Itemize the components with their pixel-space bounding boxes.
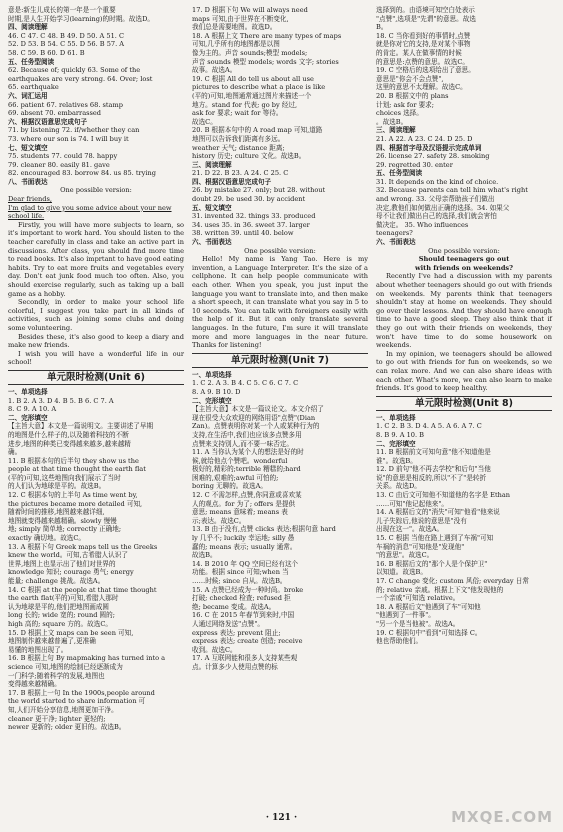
section-heading: 五、任务型阅读 [8,57,55,66]
answer-line: 46. C 47. C 48. B 49. D 50. A 51. C [8,31,125,40]
answer-line: 31. invented 32. things 33. produced [192,212,316,221]
answer-line: ly 几乎不; luckily 幸运地; silly 愚 [192,534,295,543]
answer-line: 时期,是人生开始学习(learning)的时期。故选D。 [8,14,154,23]
answer-line: 以知道。故选B。 [376,568,428,577]
section-heading: 一、单项选择 [8,387,48,396]
answer-line: 【主旨大意】本文是一篇说明文。主要讲述了早期 [8,422,154,431]
section-heading: 四、阅读理解 [8,23,48,32]
answer-line: B。 [376,23,388,32]
answer-line: 73. where our son is 74. I will buy it [8,134,129,143]
answer-line: 17. B 根据上一句 In the 1900s,people around [8,688,155,697]
answer-line: 14. C 根据 at the people at that time thought [8,585,157,594]
answer-line: 一个亲戚"可知选 relative。 [376,594,460,603]
answer-line: 示;表达。故选C。 [192,516,246,525]
answer-line: 地方。stand for 代表; go by 经过, [192,100,298,109]
answer-line: 儿子失踪后,他说的意思是"没有 [376,516,467,525]
answer-line: 26. license 27. safety 28. smoking [376,152,490,161]
answer-line: 13. B 由于没有,点赞 clicks 表达;根据句意 hard [192,525,336,534]
section-heading: 二、完形填空 [8,413,48,422]
watermark-text: MXQE.COM [451,808,553,826]
answer-line: earthquakes are very strong. 64. Over; lost [8,74,153,83]
answer-line: 12. C 根据本句的上半句 As time went by, [8,491,138,500]
answer-line: knew the world。可知,古希腊人认识了 [8,551,128,560]
version-label: One possible version: [428,246,500,255]
essay-title: with friends on weekends? [414,263,514,272]
answer-line: 15. A 点赞已经成为一种时尚。broke [192,585,304,594]
answer-line: 说"的意思是相反的,所以"不了"是转折 [376,473,487,482]
answer-line: 【主旨大意】本文是一篇议论文。本文介绍了 [192,405,324,414]
answer-line: 现在很受大众欢迎的网络用语"点赞"(Dian [192,413,316,422]
answer-line: 65. earthquake [8,83,59,92]
answer-line: 故选C。 [192,117,217,126]
answer-line: 人通过网络发送"点赞"。 [192,619,265,628]
section-heading: 二、完形填空 [192,396,232,405]
answer-line: 做决定。 35. Who influences [376,220,469,229]
answer-line: 66. patient 67. relatives 68. stamp [8,100,123,109]
answer-line: express 表达; create 创造; receive [192,637,303,646]
essay-paragraph: Hello! My name is Yang Tao. Here is my invention, a Language Interpreter. It's the size of a cellphone. It can help people communicate with each other. When you speak, you just input the language you want to translate into, and then make a short speech, it can translate what you say in 5 to 10 seconds. You can talk with foreigners easily with the help of it. But it can only translate several languages. In the future, I'm sure it will translate more and more languages in the near future. Thanks for listening! [192,255,368,350]
answer-line: 79. cleaner 80. easily 81. gave [8,160,110,169]
answer-line: 计划; ask for 要求; [376,100,434,109]
answer-line: 17. D 根据下句 We will always need [192,6,308,14]
answer-line: 点赞来支持别人,而不要一味否定。 [192,439,294,448]
section-heading: 五、短文填空 [192,203,232,212]
answer-line: 15. D 根据上文 maps can be seen 可知, [8,628,134,637]
answer-line: 21. A 22. A 23. C 24. D 25. D [376,134,473,143]
answer-line: 14. A 根据后文的"消失"可知"他看"他来说 [376,508,500,517]
answer-line: 蠢的; means 表示; usually 通常。 [192,542,297,551]
answer-line: 12. D 前句"他不再去学校"和后句"当他 [376,465,491,474]
answer-line: 人的观点。for 为了; offers 是提供 [192,499,296,508]
answer-line: 变得越来越精确。 [8,680,61,689]
section-heading: 四、根据首字母及汉语提示完成单词 [376,143,482,152]
answer-line: 20. B 根据本句中的 A road map 可知,道路 [192,126,323,135]
essay-title: Should teenagers go out [418,255,510,264]
section-heading: 六、根据汉语意思完成句子 [8,117,88,126]
answer-line: 可知,几乎所有的地图都是以图 [192,40,280,49]
answer-line: 故选B。 [192,551,217,560]
answer-line: "点赞",选项是"先谓"的意思。故选 [376,14,476,23]
section-heading: 二、完形填空 [376,439,416,448]
answer-line: 支持,在生活中,我们也应该多点赞多用 [192,430,302,439]
answer-line: doubt 29. be used 30. by accident [192,195,306,204]
answer-line: 谁"。故选B。 [376,456,417,465]
answer-line: 声音 sounds 模型 models; words 文字; stories [192,57,339,66]
answer-line: 像为主的。声音 sounds;模型 models; [192,48,308,57]
answer-line: 31. It depends on the kind of choice. [376,177,499,186]
answer-line: science 可知,地图的绘制已经逐渐成为 [8,662,123,671]
section-heading: 五、任务型阅读 [376,169,423,178]
answer-line: "的意思"。故选C。 [376,551,434,560]
answer-line: 8. B 9. A 10. B [376,430,425,439]
answer-line: 地图制作越来越普遍了,更准确 [8,637,96,646]
answer-line: 困难的,艰难的;awful 可怕的; [192,473,279,482]
answer-line: 15. C 根据 当他在路上遇到了车祸"可知 [376,534,494,543]
answer-line: 世界,地图上也显示出了他们对世界的 [8,559,116,568]
answer-line: 一门科学;随着科学的发展,地图也 [8,671,105,680]
answer-line: (平的)可知,地图通常通过图片来描述一个 [192,91,312,100]
answer-line: pictures to describe what a place is like [192,83,326,92]
answer-line: (平的)可知,这些地图向我们展示了当时 [8,473,121,482]
answer-line: history 历史; culture 文化。故选B。 [192,152,306,161]
answer-line: 82. encouraged 83. borrow 84. us 85. trying [8,169,156,178]
section-heading: 三、阅读理解 [192,160,232,169]
section-heading: 一、单项选择 [376,413,416,422]
answer-line: 18. A 根据上文 There are many types of maps [192,31,342,40]
answer-line: 13. A 根据下句 Greek maps tell us the Greeks [8,542,158,551]
version-label: One possible version: [244,246,316,255]
answer-line: 14. B 2010 年 QQ 空间已经有这个 [192,559,299,568]
answer-line: people at that time thought the earth flat [8,465,146,474]
section-heading: 一、单项选择 [192,370,232,379]
answer-line: 关系。故选D。 [376,482,421,491]
answer-line: 13. C 由后文可知他不知道他的名字是 Ethan [376,491,511,500]
unit-title: 单元限时检测(Unit 7) [192,353,368,368]
answer-line: the pictures became more detailed 可知, [8,499,143,508]
answer-line: 的人们认为地球是平的。故选B。 [8,482,106,491]
answer-line: 意是:新生儿成长的第一年是一个重要 [8,6,116,14]
answer-line: 功能。根据 since 可知;when 当 [192,568,289,577]
answer-line: the world started to share information 可 [8,697,146,706]
answer-line: 点。计算多少人使用点赞的标 [192,662,278,671]
answer-line: 11. A 当你认为某个人的想法是好的时 [192,448,304,457]
answer-line: 。故选B。 [376,117,408,126]
unit-title: 单元限时检测(Unit 8) [376,396,552,411]
answer-line: 地图可以告诉我们距离有多远。 [192,134,285,143]
section-heading: 四、根据汉语意思完成句子 [192,177,272,186]
answer-line: 确。 [8,448,22,457]
answer-line: cleaner 更干净; lighter 更轻的; [8,714,106,723]
answer-line: 19. C 根据 All do tell us about all use [192,74,314,83]
answer-line: 就是你对它的支持,是对某个事物 [376,40,471,49]
answer-line: ……时候; since 自从。故选B。 [192,577,287,585]
answer-line: 58. C 59. B 60. D 61. B [8,48,85,57]
answer-line: 极好的,精彩的;terrible 糟糕的;hard [192,465,301,474]
answer-line: 1. C 2. B 3. D 4. A 5. A 6. A 7. C [376,422,482,431]
essay-paragraph: I wish you will have a wonderful life in our school! [8,349,184,367]
answer-line: 这里的意思不太理解。故选C。 [376,83,467,92]
answer-line: 他也帮助他们。 [376,637,423,646]
answer-line: 34. uses 35. in 36. sweet 37. larger [192,220,310,229]
answer-line: 18. C 当你看到好的事情时,点赞 [376,31,471,40]
answer-line: 20. B 根据文中的 plans [376,91,449,100]
answer-key-page [8,6,556,816]
unit-title: 单元限时检测(Unit 6) [8,370,184,385]
essay-paragraph: Recently I've had a discussion with my parents about whether teenagers should go out with friends on weekends. My parents think that teenagers shouldn't stay at home on weekends. They should go over their lessons. And they should have enough time to have a good sleep. They also think that if they go out with their friends on weekends, they won't have time to do some housework on weekends. [376,272,552,350]
answer-line: 17. A 互联网能和很多人支持某些观 [192,654,298,663]
answer-line: 1. C 2. A 3. B 4. C 5. C 6. C 7. C [192,379,299,388]
answer-line: 8. A 9. B 10. D [192,387,241,396]
section-heading: 六、书面表达 [192,238,232,247]
answer-line: 决定,教他们如何做出正确的选择。34. 如果父 [376,203,510,212]
answer-line: ……可知"他记起他来"。 [376,499,449,508]
answer-line: 62. Because of; quickly 63. Some of the [8,66,141,75]
answer-line: teenagers? [376,229,413,238]
answer-line: 16. B 根据后文的"那个人是个保护卫" [376,559,488,568]
answer-line: 的地图是什么样子的,以及随着科技的不断 [8,430,129,439]
section-heading: 六、词汇运用 [8,91,48,100]
answer-line: boring 无聊的。故选A。 [192,482,267,491]
answer-line: 8. C 9. A 10. A [8,405,57,414]
essay-line: Dear friends, [8,195,52,204]
answer-line: 52. D 53. B 54. C 55. D 56. B 57. A [8,40,125,49]
answer-line: 69. absent 70. embarrassed [8,109,102,118]
answer-line: knowledge 知识; courage 勇气; energy [8,568,134,577]
watermark-logo [439,796,559,830]
answer-line: 71. by listening 72. if/whether they can [8,126,140,135]
answer-line: 进步,地图的种类已变得越来越多,越来越精 [8,439,131,448]
answer-line: 16. B 根据上句 By mapmaking has turned into a [8,654,166,663]
answer-line: high 高的; square 方的。故选C。 [8,619,112,628]
answer-line: 16. C 在 2015 年春节到来时,中国 [192,611,295,620]
essay-line: I'm glad to give you some advice about your new school life. [8,203,172,221]
answer-line: 随着时间的推移,地图越来越详细, [8,508,105,517]
answer-line: 打破; checked 检查; refused 拒 [192,594,291,603]
answer-line: 故事。故选A。 [192,66,237,75]
column-2 [192,6,368,672]
answer-line: 的肯定。某人在做事情的时候 [376,48,462,57]
answer-line: 意思; means 意味着; means 表 [192,508,288,517]
answer-line: long 长的; wide 宽的; round 圆的; [8,611,115,620]
page-number: · 121 · [265,813,298,823]
column-1 [8,6,184,732]
essay-paragraph: Firstly, you will have more subjects to learn, so it's important to work hard. You should listen to the teacher carefully in class and take an active part in discussions. After class, you should find more time to read books. It's also imprtant to have good eating habits. Try to eat more fruits and vegetables every day. Don't eat junk food much too often. Also, you should exercise regularly, such as taking up a ball game as a hobby. [8,220,184,298]
answer-line: 母不让我们做出自己的选择,我们就会害怕 [376,212,497,221]
answer-line: 的; relative 亲戚。根据上下文"他发现他的 [376,585,504,594]
answer-line: 11. B 根据本句的后半句 they show us the [8,456,139,465]
answer-line: ask for 要求; wait for 等待。 [192,109,283,118]
answer-line: Zan)。点赞表明你对某一个人或某种行为的 [192,422,320,431]
answer-line: 出现在这一"。故选A。 [376,525,444,534]
version-label: One possible version: [60,186,132,195]
answer-line: 车祸的消息"可知他是"发现他" [376,542,465,551]
answer-line: 易懂的地图出现了。 [8,645,68,654]
answer-line: 11. B 根据前文可知句意"他不知道他是 [376,448,491,457]
answer-line: newer 更新的; older 更旧的。故选B。 [8,723,126,732]
essay-paragraph: Secondly, in order to make your school life colorful, I suggest you take part in all kinds of activities, such as joining some clubs and doing some volunteering. [8,298,184,332]
answer-line: 75. students 77. could 78. happy [8,152,118,161]
answer-line: 21. D 22. B 23. A 24. C 25. C [192,169,289,178]
answer-line: 19. C 根据句中"看到"可知选择 C。 [376,628,482,637]
answer-line: "另一个是当他被"。故选A。 [376,619,460,628]
answer-line: choices 选择。 [376,109,423,118]
answer-line: 地; simply 简单地; correctly 正确地; [8,525,122,534]
answer-line: 19. C 空格后的选项给出了意思。 [376,66,475,75]
answer-line: weather 天气; distance 距离; [192,143,285,152]
answer-line: 意思是"你会不会点赞", [376,74,444,83]
column-3 [376,6,552,646]
answer-line: 知,人们开始分享信息,地图更加干净。 [8,705,118,714]
answer-line: 29. regretted 30. enter [376,160,453,169]
answer-line: express 表达; prevent 阻止; [192,628,281,637]
answer-line: 地图就变得越来越精确。slowly 慢慢 [8,516,117,525]
answer-line: exactly 确切地。故选C。 [8,534,86,543]
essay-paragraph: In my opinion, we teenagers should be allowed to go out with friends for fun on weekends, so we can relax more. And we can also share ideas with each other. What's more, we can also learn to make friends. It's good to keep healthy. [376,349,552,393]
answer-line: 1. B 2. A 3. D 4. B 5. B 6. C 7. A [8,396,114,405]
answer-line: 38. written 39. until 40. below [192,229,294,238]
answer-line: 候,就给他点个赞吧。wonderful [192,456,288,465]
answer-line: the earth flat(平的)可知,希腊人那时 [8,594,119,603]
essay-paragraph: Besides these, it's also good to keep a diary and make new friends. [8,332,184,350]
section-heading: 七、短文填空 [8,143,48,152]
answer-line: 我们总是需要地图。故选D。 [192,23,277,32]
section-heading: 三、阅读理解 [376,126,416,135]
answer-line: 18. A 根据后文"他遇到了车"可知他 [376,602,481,611]
answer-line: 认为地球是平的,他们把地图画成圆 [8,602,110,611]
answer-line: and wrong. 33. 父母亲帮助孩子们做出 [376,195,495,204]
answer-line: 绝; became 变成。故选A。 [192,602,276,611]
answer-line: 收到。故选C。 [192,645,237,654]
answer-line: 的意思是:点赞的意思。故选C。 [376,57,469,66]
answer-line: 17. C change 变化; custom 风俗; everyday 日常 [376,577,529,585]
answer-line: maps 可知,由于世界在不断变化, [192,14,289,23]
answer-line: 选择到的。由语境可知空白处表示 [376,6,475,14]
answer-line: 32. Because parents can tell him what's right [376,186,528,195]
section-heading: 六、书面表达 [376,238,416,247]
answer-line: 能量; challenge 挑战。故选A。 [8,577,105,585]
answer-line: 12. C 不需怎样,点赞,你同意或喜欢某 [192,491,302,500]
section-heading: 八、书面表达 [8,177,48,186]
answer-line: 26. by mistake 27. only; but 28. without [192,186,326,195]
answer-line: "他遇到了一件事"。 [376,611,435,620]
